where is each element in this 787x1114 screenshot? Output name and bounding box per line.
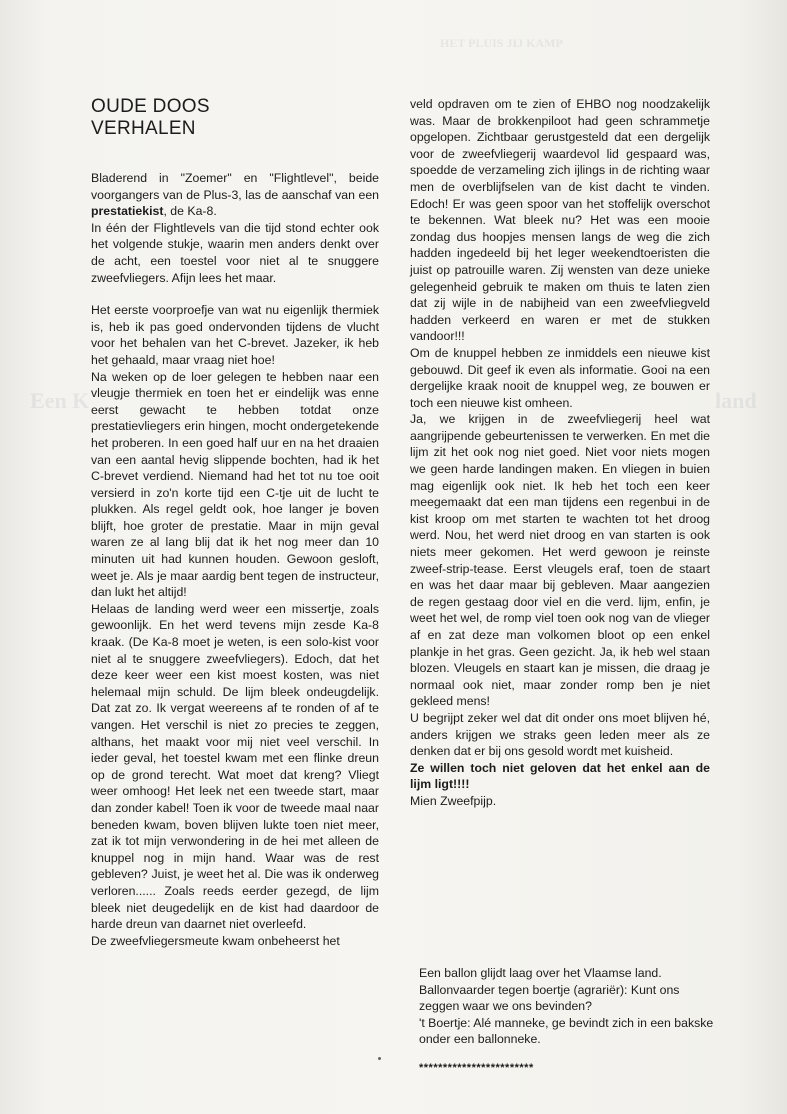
paragraph: Om de knuppel hebben ze inmiddels een nieuwe kist gebouwd. Dit geef ik even als informatie. Gooi na een dergelijke kraak nooit de knuppel weg, ze bouwen er toch een nieuwe kist omheen.	[410, 345, 710, 410]
text: , de Ka-8.	[163, 204, 217, 219]
text: Bladerend in "Zoemer" en "Flightlevel", beide voorgangers van de Plus-3, las de aanschaf van een	[91, 171, 379, 202]
bleed-through-text: land	[715, 388, 757, 413]
paragraph: Helaas de landing werd weer een missertje, zoals gewoonlijk. En het werd tevens mijn zesde Ka-8 kraak. (De Ka-8 moet je weten, is een solo-kist voor niet al te snuggere zweefvliegers). Edoch, dat het deze keer weer een kist moest kosten, was niet helemaal mijn schuld. De lijm bleek ondeugdelijk. Dat zat zo. Ik vergat weereens af te ronden of af te vangen. Het verschil is niet zo precies te zeggen, althans, het maakt voor mij niet veel verschil. In ieder geval, het toestel kwam met een flinke dreun op de grond terecht. Wat moet dat kreng? Vliegt weer omhoog! Het leek net een tweede start, maar dan zonder kabel! Toen ik voor de tweede maal naar beneden kwam, boven blijven lukte toen niet meer, zat ik tot mijn verwondering in de hei met alleen de knuppel nog in mijn hand. Waar was de rest gebleven? Juist, je weet het al. Die was ik onderweg verloren...... Zoals reeds eerder gezegd, de lijm bleek niet deugedelijk en de kist had daardoor de harde dreun van daarnet niet overleefd.	[91, 601, 379, 932]
paragraph: In één der Flightlevels van die tijd stond echter ook het volgende stukje, waarin men anders denkt over de acht, een toestel voor niet al te snuggere zweefvliegers. Afijn lees het maar.	[91, 220, 379, 285]
title-line-1: OUDE DOOS	[91, 96, 210, 117]
speck	[378, 1057, 381, 1060]
article-title	[91, 96, 379, 140]
spacer	[91, 286, 379, 302]
title-line-2: VERHALEN	[91, 118, 196, 139]
paragraph: Na weken op de loer gelegen te hebben naar een vleugje thermiek en toen het er eindelijk was enne eerst gewacht te hebben totdat onze prestatievliegers erin hingen, mocht ondergetekende het proberen. In een goed half uur en na het draaien van een aantal hevig slippende bochten, had ik het C-brevet verdiend. Niemand had het tot nu toe ooit versierd in zo'n korte tijd een C-tje uit de lucht te plukken. Als regel geldt ook, hoe langer je boven blijft, hoe groter de prestatie. Maar in mijn geval waren ze al lang blij dat ik het nog meer dan 10 minuten uit had kunnen houden. Gewoon gesloft, weet je. Als je maar aardig bent tegen de instructeur, dan lukt het altijd!	[91, 369, 379, 600]
separator: ************************	[419, 1062, 534, 1074]
paragraph: Het eerste voorproefje van wat nu eigenlijk thermiek is, heb ik pas goed ondervonden tijdens de vlucht voor het behalen van het C-brevet. Jazeker, ik heb het gehaald, maar vraag niet hoe!	[91, 303, 379, 367]
right-column	[410, 96, 710, 810]
paragraph: veld opdraven om te zien of EHBO nog noodzakelijk was. Maar de brokkenpiloot had geen schrammetje opgelopen. Zichtbaar gerustgesteld dat een dergelijk voor de zweefvliegerij waardevol lid gespaard was, spoedde de verzameling zich ijlings in de richting waar men de overblijfselen van de kist dacht te vinden. Edoch! Er was geen spoor van het stoffelijk overschot te bekennen. Wat bleek nu? Het was een mooie zondag dus hoopjes mensen langs de weg die zich hadden ingedeeld bij het leger weekendtoeristen die juist op patrouille waren. Zij wensten van deze unieke gelegenheid gebruik te maken om thuis te laten zien dat zij wijle in de nabijheid van een zweefvliegveld hadden verkeerd en waren er met de stukken vandoor!!!	[410, 97, 710, 344]
joke-line: Ballonvaarder tegen boertje (agrariër): Kunt ons zeggen waar we ons bevinden?	[419, 982, 680, 1014]
paragraph: De zweefvliegersmeute kwam onbeheerst het	[91, 933, 340, 948]
paragraph: U begrijpt zeker wel dat dit onder ons moet blijven hé, anders krijgen we straks geen leden meer als ze denken dat er bij ons gesold wordt met kuisheid.	[410, 710, 710, 759]
bleed-through-text: HET PLUIS JIJ KAMP	[440, 36, 563, 50]
joke-line: 't Boertje: Alé manneke, ge bevindt zich in een bakske onder een ballonneke.	[419, 1015, 714, 1047]
signature: Mien Zweefpijp.	[410, 793, 497, 808]
paragraph	[410, 760, 710, 793]
paragraph	[91, 170, 379, 220]
joke-box	[419, 965, 719, 1048]
paragraph: Ja, we krijgen in de zweefvliegerij heel wat aangrijpende gebeurtenissen te verwerken. En met die lijm zit het ook nog niet goed. Niet voor niets mogen we geen harde landingen maken. En vliegen in buien mag eigenlijk ook niet. Ik heb het toch een keer meegemaakt dat een man tijdens een regenbui in de kist kroop om met starten te wachten tot het droog werd. Nou, het werd niet droog en van starten is ook niets meer gekomen. Het werd gewoon je reinste zweef-strip-tease. Eerst vleugels eraf, toen de staart en was het daar maar bij gebleven. Maar aangezien de regen gestaag door viel en die verd. lijm, enfin, je weet het wel, de romp viel toen ook nog van de vlieger af en zat deze man volkomen bloot op een enkel plankje in het gras. Geen gezicht. Ja, ik heb wel staan blozen. Vleugels en staart kan je missen, die draag je normaal ook niet, maar zonder romp ben je niet gekleed mens!	[410, 412, 710, 709]
bold-term: prestatiekist	[91, 204, 164, 219]
bleed-through-text: Een K	[30, 388, 90, 413]
joke-line: Een ballon glijdt laag over het Vlaamse land.	[419, 966, 662, 980]
left-column	[91, 96, 379, 949]
bold-conclusion: Ze willen toch niet geloven dat het enkel aan de lijm ligt!!!!	[410, 760, 710, 792]
